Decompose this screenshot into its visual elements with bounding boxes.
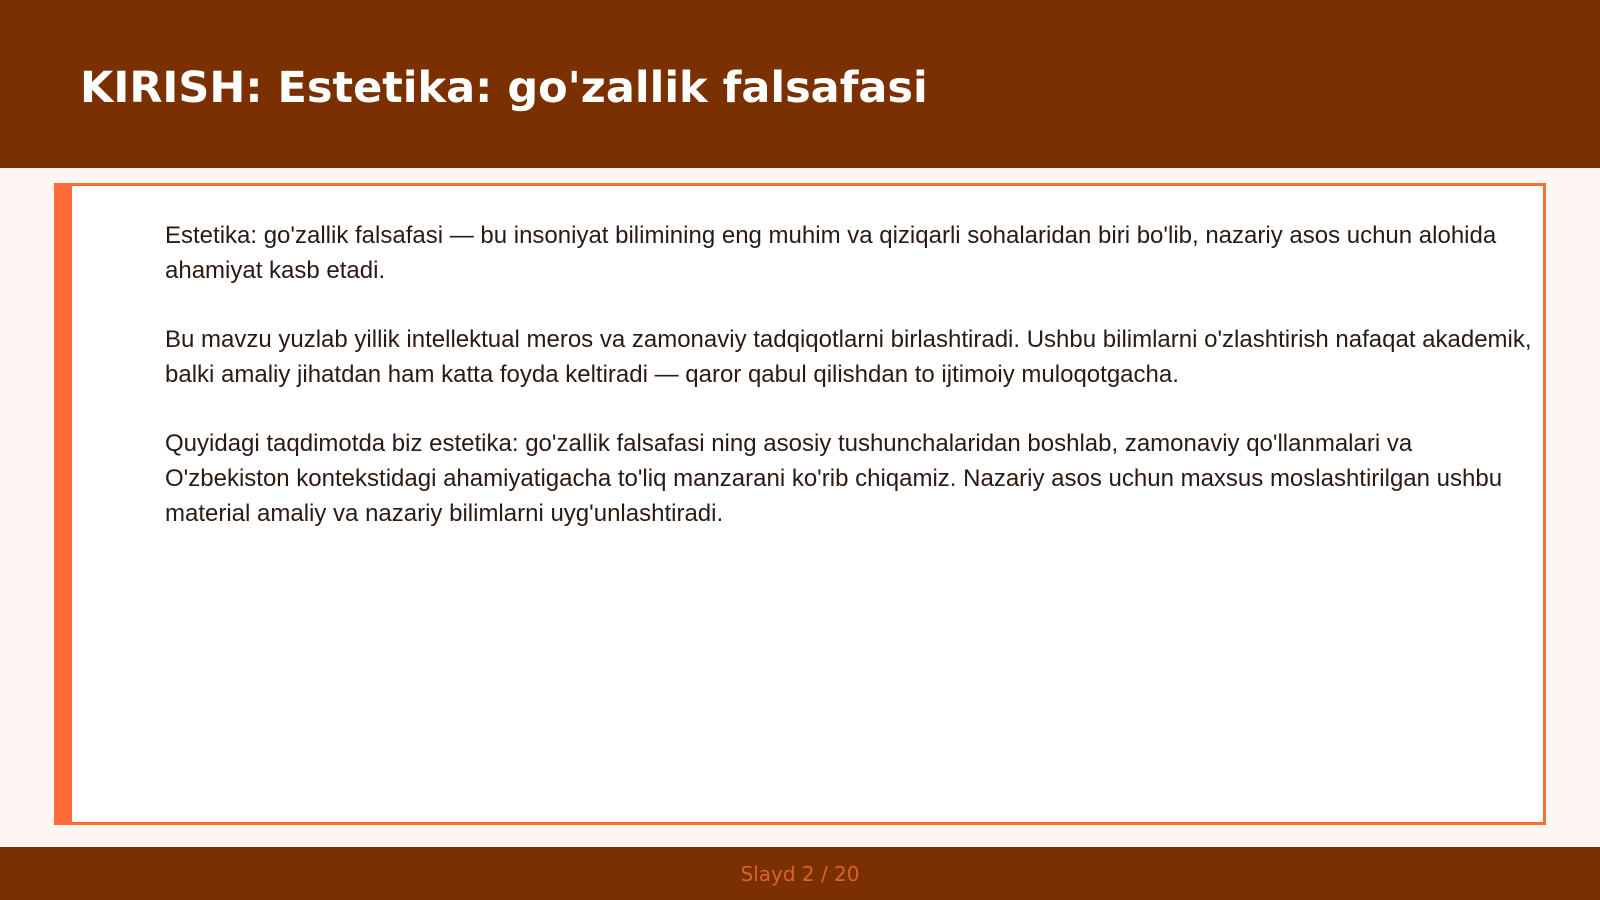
paragraph-1: Estetika: go'zallik falsafasi — bu insoniyat bilimining eng muhim va qiziqarli sohalaridan biri bo'lib, nazariy asos uchun alohida ahamiyat kasb etadi. [165,222,1497,284]
slide-header [0,0,1600,168]
paragraph-2: Bu mavzu yuzlab yillik intellektual meros va zamonaviy tadqiqotlarni birlashtiradi. Ushbu bilimlarni o'zlashtirish nafaqat akademik, balki amaliy jihatdan ham katta foyda keltiradi — qaror qabul qilishdan to ijtimoiy muloqotgacha. [165,326,1532,388]
slide-number: Slayd 2 / 20 [740,862,860,886]
content-box [54,183,1546,825]
paragraph-3: Quyidagi taqdimotda biz estetika: go'zallik falsafasi ning asosiy tushunchalaridan boshlab, zamonaviy qo'llanmalari va O'zbekiston kontekstidagi ahamiyatigacha to'liq manzarani ko'rib chiqamiz. Nazariy asos uchun maxsus moslashtirilgan ushbu material amaliy va nazariy bilimlarni uyg'unlashtiradi. [165,430,1503,527]
slide-title: KIRISH: Estetika: go'zallik falsafasi [80,63,928,113]
content-text [165,218,1539,565]
slide-footer [0,847,1600,900]
